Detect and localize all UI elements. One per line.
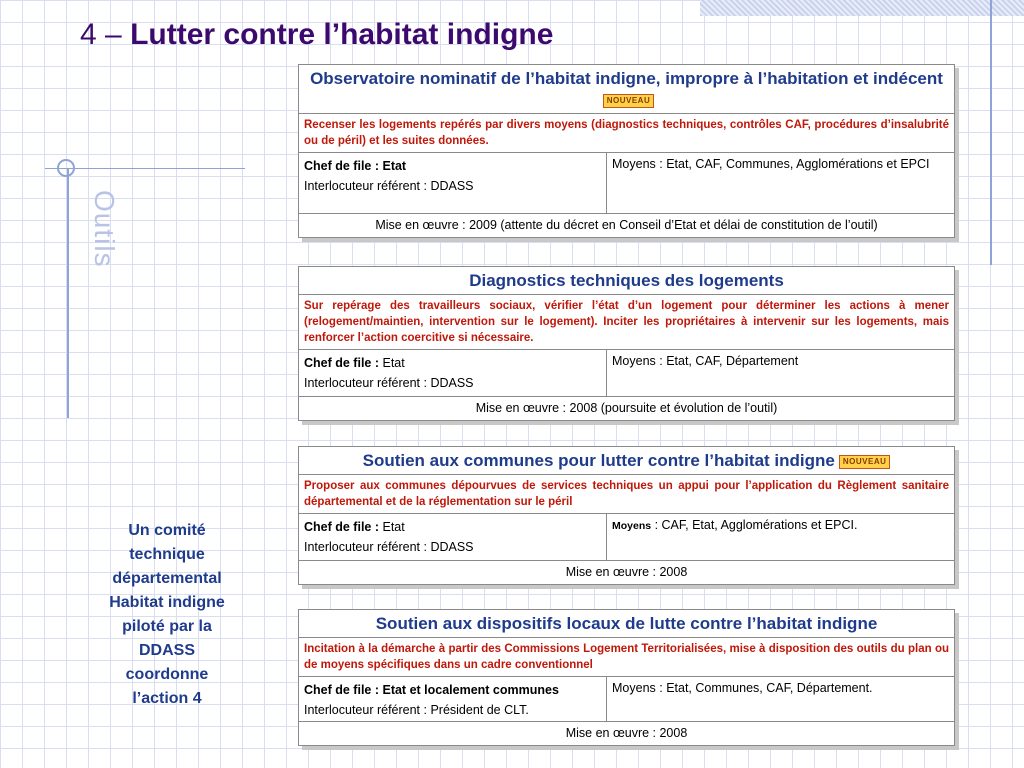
card-diagnostics: [298, 266, 955, 421]
lead-value: Etat: [379, 356, 405, 370]
committee-line: coordonne: [125, 666, 209, 683]
committee-line: technique: [129, 546, 205, 563]
means-value: : CAF, Etat, Agglomérations et EPCI.: [651, 518, 858, 532]
decorative-line-right: [990, 0, 992, 265]
card-description: Recenser les logements repérés par divers moyens (diagnostics techniques, contrôles CAF, procédures d’insalubrité ou de péril) et les suites données.: [299, 114, 954, 153]
decorative-line-horizontal: [45, 168, 245, 169]
card-means-cell: [607, 153, 954, 213]
slide-title-number: 4 –: [80, 18, 122, 51]
card-info-row: [299, 350, 954, 397]
means-value: : Etat, CAF, Communes, Agglomérations et EPCI: [655, 157, 930, 171]
committee-line: DDASS: [138, 642, 195, 659]
committee-line: l’action 4: [132, 690, 202, 707]
card-info-row: [299, 514, 954, 561]
means-label: Moyens: [612, 157, 656, 171]
card-lead-cell: [299, 514, 607, 560]
means-label: Moyens: [612, 681, 656, 695]
lead-label: Chef de file :: [304, 356, 380, 370]
means-value: : Etat, CAF, Département: [655, 354, 799, 368]
card-implementation: Mise en œuvre : 2008: [565, 565, 688, 579]
side-label-outils: Outils: [89, 190, 120, 268]
lead-label: Chef de file :: [304, 520, 380, 534]
card-description: Sur repérage des travailleurs sociaux, vérifier l’état d’un logement pour déterminer les actions à mener (relogement/maintien, intervention sur le logement). Inciter les propriétaires à intervenir sur les logements, mais renforcer l’action coercitive si nécessaire.: [299, 295, 954, 350]
card-soutien-communes: [298, 446, 955, 585]
card-info-row: [299, 153, 954, 214]
committee-line: Un comité: [128, 522, 206, 539]
nouveau-badge: NOUVEAU: [839, 455, 891, 469]
lead-label: Chef de file : Etat: [304, 159, 407, 173]
committee-line: piloté par la: [122, 618, 212, 635]
card-title: Soutien aux dispositifs locaux de lutte contre l’habitat indigne: [299, 610, 954, 638]
slide-title: [80, 18, 553, 52]
card-implementation: Mise en œuvre : 2008: [565, 726, 688, 740]
card-title: Diagnostics techniques des logements: [299, 267, 954, 295]
card-title: Observatoire nominatif de l’habitat indigne, impropre à l’habitation et indécentNOUVEAU: [299, 65, 954, 114]
slide-title-text: Lutter contre l’habitat indigne: [130, 18, 554, 51]
card-observatoire: [298, 64, 955, 238]
top-decorative-band: [700, 0, 1024, 16]
card-lead-cell: [299, 153, 607, 213]
committee-note: [92, 519, 242, 711]
card-lead-cell: [299, 350, 607, 396]
card-lead-cell: [299, 677, 607, 721]
card-description: Incitation à la démarche à partir des Commissions Logement Territorialisées, mise à disposition des outils du plan ou de moyens spécifiques dans un cadre conventionnel: [299, 638, 954, 677]
card-title: Soutien aux communes pour lutter contre l’habitat indigne NOUVEAU: [299, 447, 954, 475]
card-info-row: [299, 677, 954, 722]
card-means-cell: [607, 350, 954, 396]
nouveau-badge: NOUVEAU: [603, 94, 655, 108]
card-implementation: Mise en œuvre : 2008 (poursuite et évolution de l’outil): [475, 401, 778, 415]
contact-text: Interlocuteur référent : DDASS: [304, 179, 474, 193]
lead-value: Etat: [379, 520, 405, 534]
contact-text: Interlocuteur référent : Président de CLT.: [304, 703, 529, 717]
decorative-line-left: [67, 168, 69, 418]
means-label: Moyens: [612, 354, 656, 368]
contact-text: Interlocuteur référent : DDASS: [304, 376, 474, 390]
means-label: Moyens: [612, 520, 652, 532]
card-implementation: Mise en œuvre : 2009 (attente du décret en Conseil d’Etat et délai de constitution de l’outil): [375, 218, 878, 232]
card-description: Proposer aux communes dépourvues de services techniques un appui pour l’application du Règlement sanitaire départemental et de la réglementation sur le péril: [299, 475, 954, 514]
card-dispositifs-locaux: [298, 609, 955, 746]
card-means-cell: [607, 677, 954, 721]
card-means-cell: [607, 514, 954, 560]
decorative-circle: [57, 159, 75, 177]
committee-line: départemental: [112, 570, 222, 587]
means-value: : Etat, Communes, CAF, Département.: [655, 681, 873, 695]
contact-text: Interlocuteur référent : DDASS: [304, 540, 474, 554]
lead-label: Chef de file : Etat et localement communes: [304, 683, 559, 697]
committee-line: Habitat indigne: [109, 594, 225, 611]
